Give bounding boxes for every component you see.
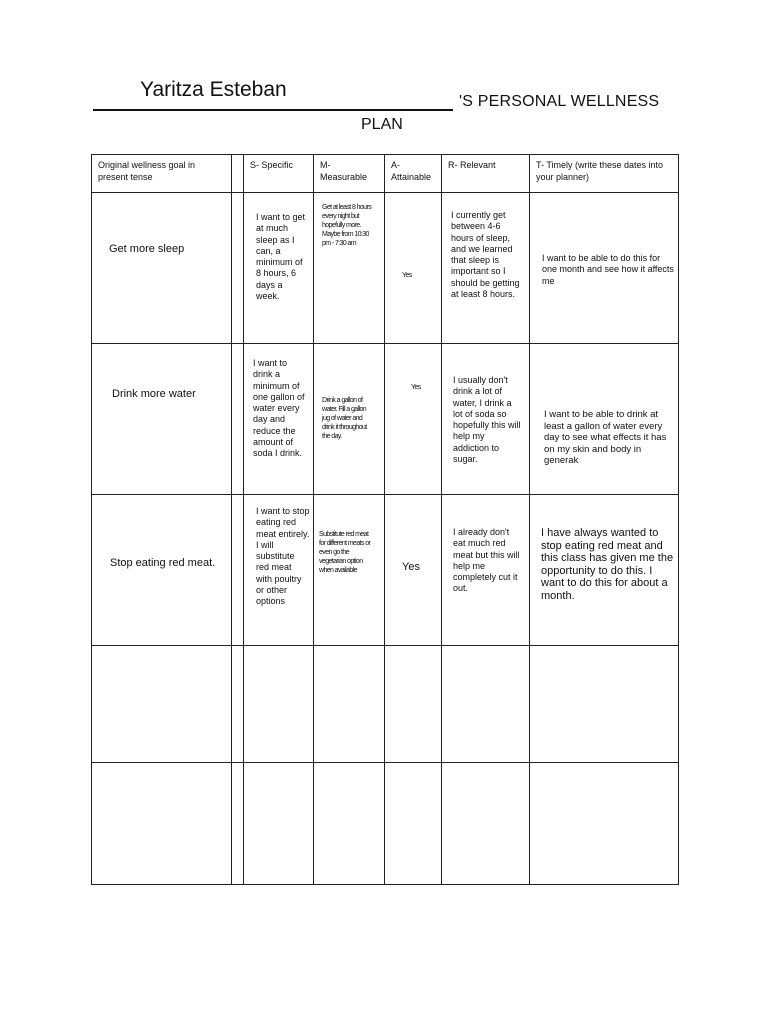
timely-cell — [530, 763, 679, 885]
goal-cell: Drink more water — [92, 344, 232, 495]
goal-cell — [92, 646, 232, 763]
attainable-cell — [385, 646, 442, 763]
relevant-cell: I usually don't drink a lot of water, I drink a lot of soda so hopefully this will help my addiction to sugar. — [442, 344, 530, 495]
spacer-cell — [232, 763, 244, 885]
table-row — [92, 495, 679, 646]
specific-cell: I want to stop eating red meat entirely. I will substitute red meat with poultry or other options — [244, 495, 314, 646]
attainable-cell: Yes — [385, 495, 442, 646]
header-goal: Original wellness goal in present tense — [92, 155, 232, 193]
spacer-cell — [232, 344, 244, 495]
spacer-cell — [232, 646, 244, 763]
table-row — [92, 344, 679, 495]
measurable-cell: Get at least 8 hours every night but hopefully more. Maybe from 10:30 pm - 7:30 am — [314, 193, 385, 344]
wellness-plan-table — [91, 154, 679, 885]
header-measurable: M- Measurable — [314, 155, 385, 193]
attainable-cell — [385, 763, 442, 885]
goal-cell: Get more sleep — [92, 193, 232, 344]
measurable-cell — [314, 763, 385, 885]
relevant-cell: I already don't eat much red meat but this will help me completely cut it out. — [442, 495, 530, 646]
relevant-cell — [442, 646, 530, 763]
timely-cell: I want to be able to drink at least a gallon of water every day to see what effects it has on my skin and body in generak — [530, 344, 679, 495]
relevant-cell — [442, 763, 530, 885]
plan-title: 'S PERSONAL WELLNESS — [459, 93, 660, 110]
header-relevant: R- Relevant — [442, 155, 530, 193]
header-specific: S- Specific — [244, 155, 314, 193]
measurable-cell: Substitute red meat for different meats or even go the vegetarian option when available — [314, 495, 385, 646]
header-spacer — [232, 155, 244, 193]
measurable-cell: Drink a gallon of water. Fill a gallon jug of water and drink it throughout the day. — [314, 344, 385, 495]
name-underline — [93, 109, 453, 111]
measurable-cell — [314, 646, 385, 763]
header-row — [92, 155, 679, 193]
plan-title-continued: PLAN — [361, 116, 403, 133]
specific-cell: I want to get at much sleep as I can, a minimum of 8 hours, 6 days a week. — [244, 193, 314, 344]
table-row — [92, 763, 679, 885]
timely-cell: I have always wanted to stop eating red meat and this class has given me the opportunity to do this. I want to do this for about a month. — [530, 495, 679, 646]
table-row — [92, 193, 679, 344]
attainable-cell: Yes — [385, 344, 442, 495]
goal-cell: Stop eating red meat. — [92, 495, 232, 646]
timely-cell: I want to be able to do this for one month and see how it affects me — [530, 193, 679, 344]
relevant-cell: I currently get between 4-6 hours of sleep, and we learned that sleep is important so I should be getting at least 8 hours. — [442, 193, 530, 344]
table-row — [92, 646, 679, 763]
spacer-cell — [232, 495, 244, 646]
timely-cell — [530, 646, 679, 763]
specific-cell — [244, 646, 314, 763]
header-timely: T- Timely (write these dates into your planner) — [530, 155, 679, 193]
specific-cell — [244, 763, 314, 885]
specific-cell: I want to drink a minimum of one gallon of water every day and reduce the amount of soda I drink. — [244, 344, 314, 495]
attainable-cell: Yes — [385, 193, 442, 344]
student-name: Yaritza Esteban — [140, 78, 287, 101]
header-attainable: A- Attainable — [385, 155, 442, 193]
goal-cell — [92, 763, 232, 885]
spacer-cell — [232, 193, 244, 344]
